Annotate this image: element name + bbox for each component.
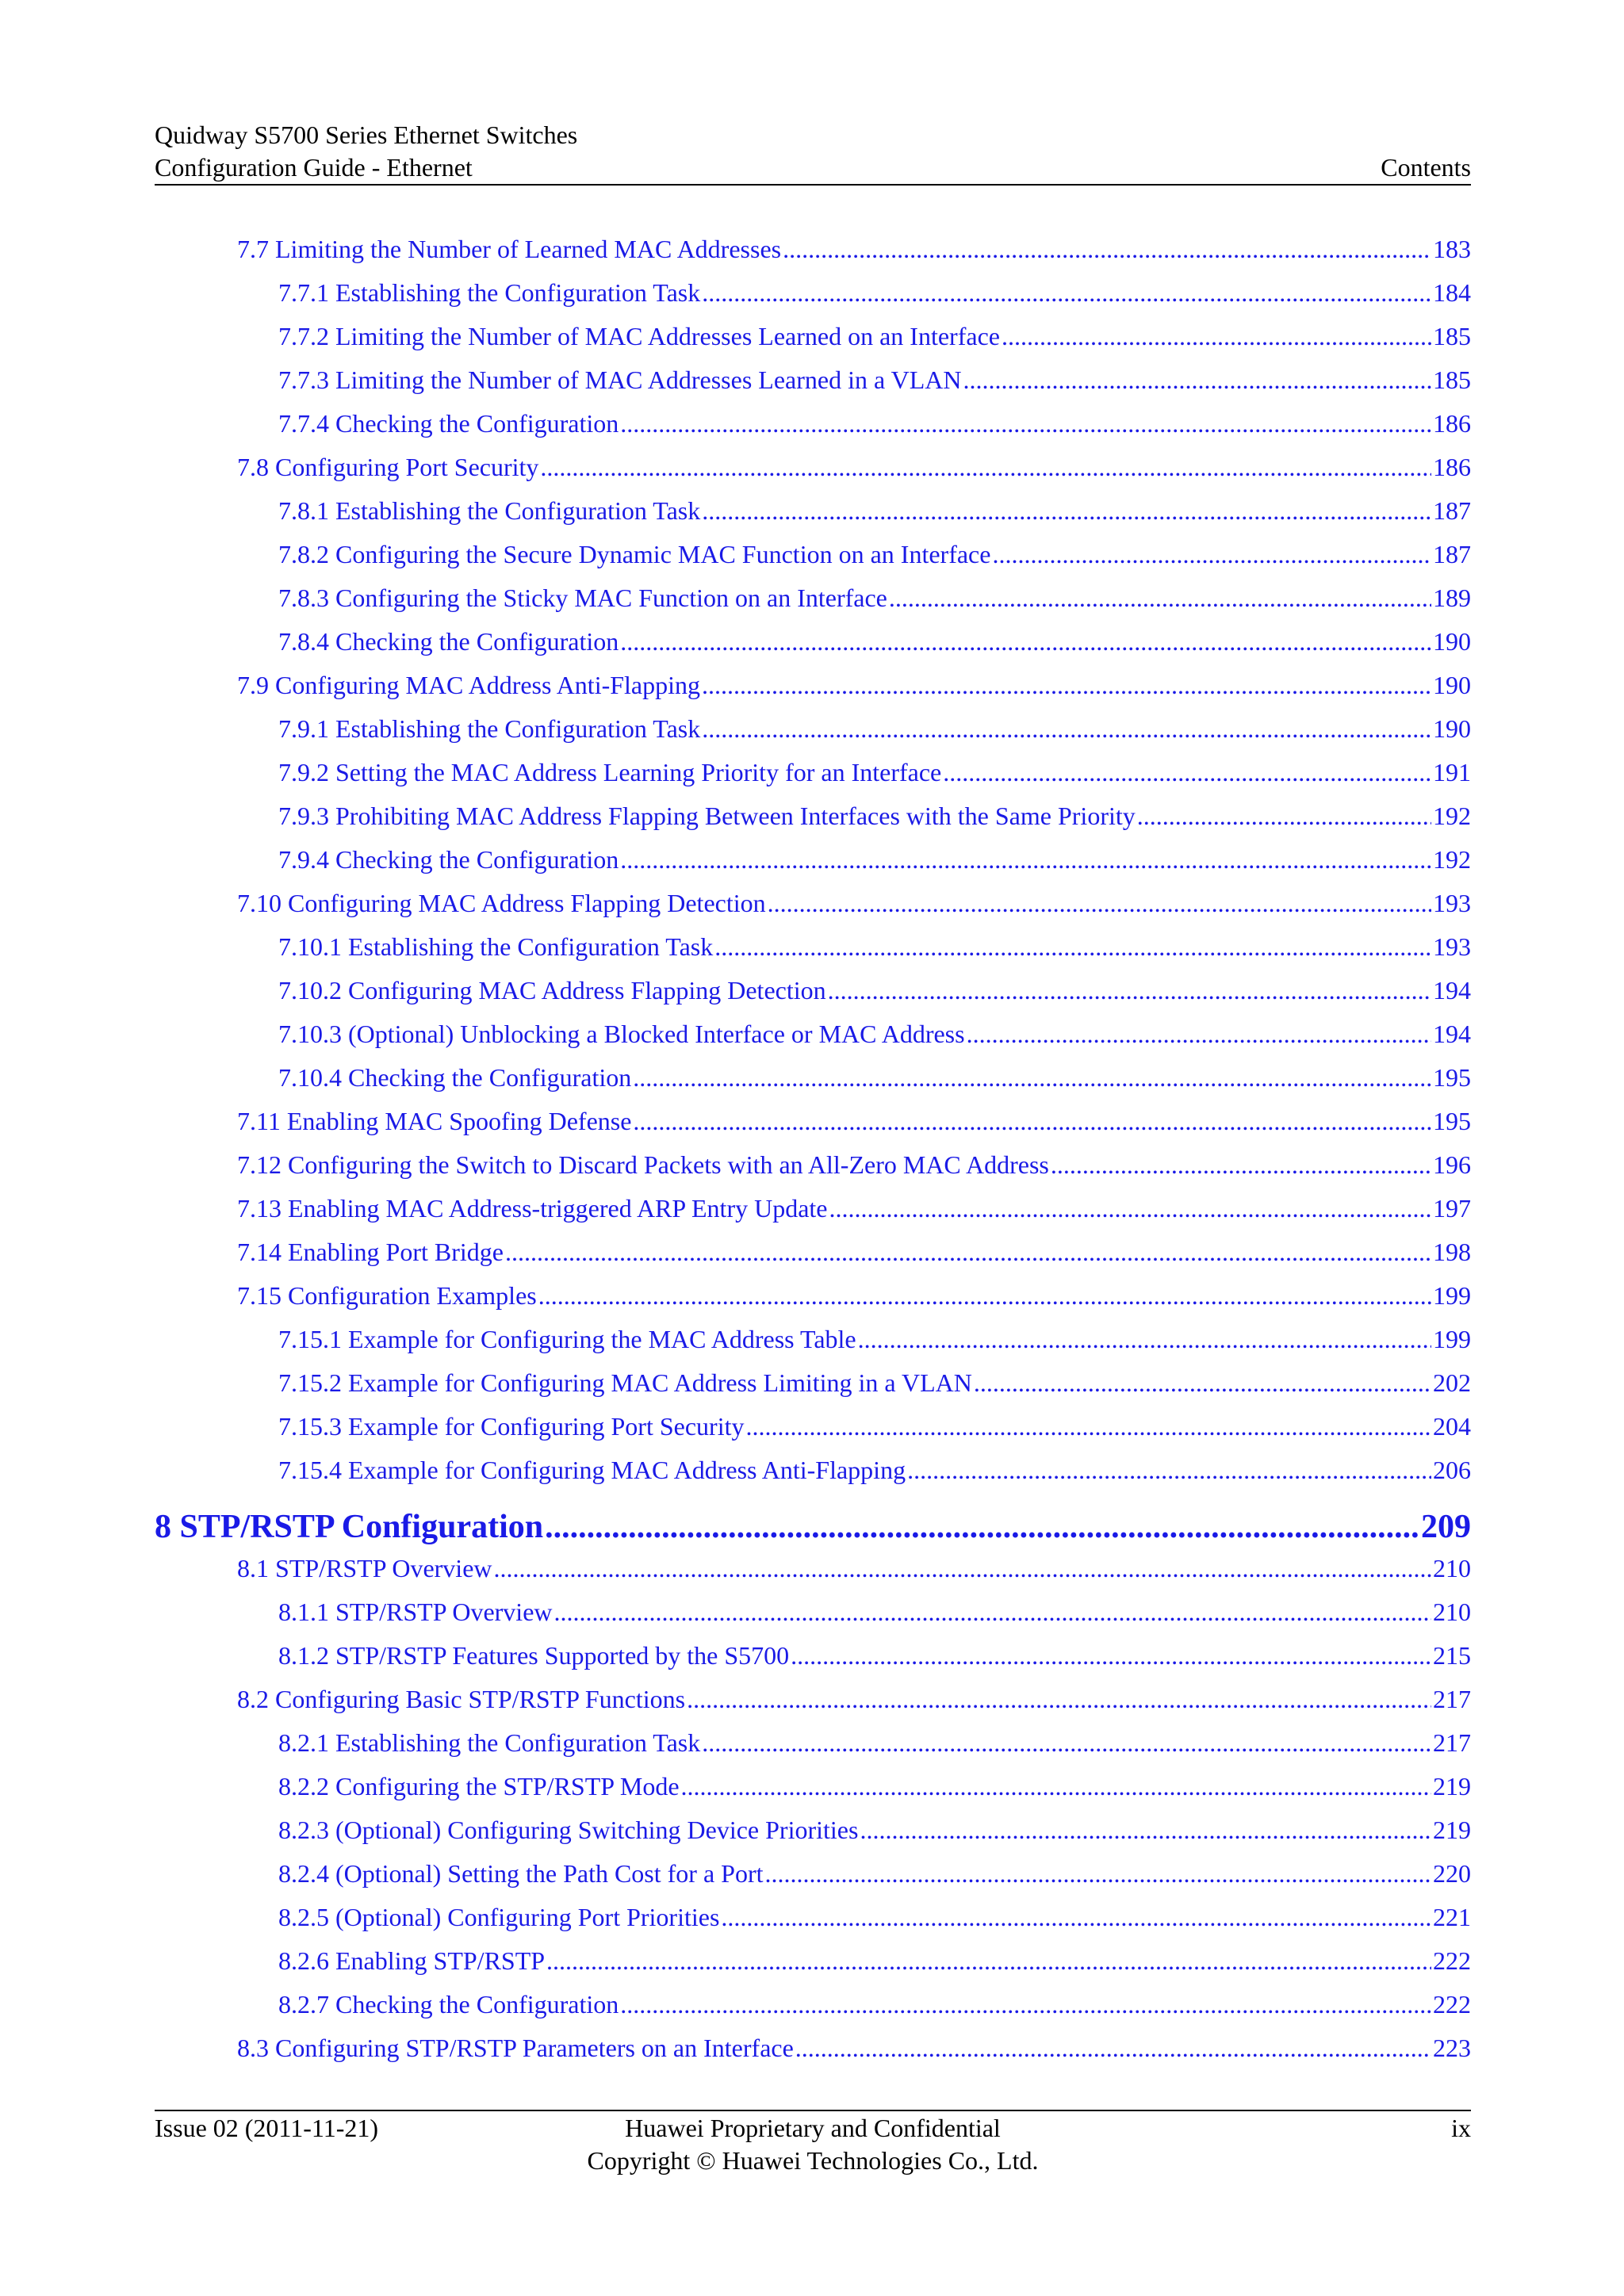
toc-entry-title: 8.3 Configuring STP/RSTP Parameters on an Interface [237,2034,794,2062]
toc-entry[interactable] [155,1058,1471,1102]
toc-dot-leader [620,622,1431,660]
toc-entry-page: 184 [1433,278,1471,307]
toc-entry[interactable] [155,2029,1471,2072]
toc-dot-leader [494,1549,1432,1587]
toc-entry-title: 8.2.4 (Optional) Setting the Path Cost for a Port [278,1859,764,1888]
footer-page-number: ix [1451,2114,1471,2142]
toc-entry[interactable] [155,1102,1471,1146]
toc-entry-page: 206 [1433,1456,1471,1484]
toc-entry-page: 199 [1433,1281,1471,1310]
toc-entry[interactable] [155,840,1471,884]
toc-entry-page: 220 [1433,1859,1471,1888]
toc-entry-title: 7.10 Configuring MAC Address Flapping Detection [237,889,766,917]
toc-dot-leader [620,404,1431,442]
toc-entry-title: 7.11 Enabling MAC Spoofing Defense [237,1107,632,1135]
toc-entry-page: 210 [1433,1554,1471,1582]
toc-entry[interactable] [155,1942,1471,1985]
toc-dot-leader [687,1680,1431,1718]
toc-entry-title: 7.8.4 Checking the Configuration [278,627,619,656]
toc-entry-title: 7.10.4 Checking the Configuration [278,1063,632,1092]
toc-dot-leader [783,230,1431,268]
toc-entry[interactable] [155,622,1471,666]
toc-entry[interactable] [155,666,1471,710]
toc-dot-leader [633,1102,1431,1140]
toc-entry-page: 186 [1433,453,1471,481]
toc-entry-page: 197 [1433,1194,1471,1223]
toc-entry-page: 195 [1433,1063,1471,1092]
toc-dot-leader [765,1854,1432,1892]
toc-entry-page: 198 [1433,1238,1471,1266]
toc-entry-page: 190 [1433,627,1471,656]
toc-dot-leader [860,1811,1431,1849]
toc-entry-page: 196 [1433,1150,1471,1179]
page-footer [155,2112,1471,2175]
toc-entry-page: 186 [1433,409,1471,438]
toc-dot-leader [889,579,1431,617]
toc-dot-leader [1137,797,1431,835]
header-doc-title: Quidway S5700 Series Ethernet Switches [155,121,578,149]
header-section-name: Contents [1381,153,1471,182]
toc-entry[interactable] [155,753,1471,797]
toc-entry-title: 7.9.1 Establishing the Configuration Task [278,714,701,743]
toc-dot-leader [538,1276,1431,1314]
toc-entry-title: 7.9.4 Checking the Configuration [278,845,619,874]
toc-entry[interactable] [155,1811,1471,1854]
toc-entry-page: 222 [1433,1990,1471,2019]
toc-dot-leader [721,1898,1431,1936]
toc-entry[interactable] [155,1276,1471,1320]
toc-entry[interactable] [155,1189,1471,1233]
toc-entry-page: 222 [1433,1946,1471,1975]
toc-entry-page: 204 [1433,1412,1471,1441]
toc-entry-page: 221 [1433,1903,1471,1931]
toc-entry-page: 189 [1433,584,1471,612]
footer-divider [155,2110,1471,2111]
toc-entry[interactable] [155,710,1471,753]
toc-entry-title: 7.7.2 Limiting the Number of MAC Addresses Learned on an Interface [278,322,1000,350]
header-row [155,151,1471,184]
toc-entry-page: 217 [1433,1685,1471,1713]
toc-entry[interactable] [155,797,1471,840]
toc-entry[interactable] [155,1502,1471,1548]
toc-entry-title: 8.2.1 Establishing the Configuration Task [278,1728,701,1757]
toc-dot-leader [768,884,1431,922]
toc-dot-leader [702,710,1431,748]
toc-entry-title: 7.8.3 Configuring the Sticky MAC Function on an Interface [278,584,887,612]
table-of-contents [155,230,1471,2072]
toc-entry-title: 7.7.1 Establishing the Configuration Task [278,278,701,307]
toc-dot-leader [702,492,1431,530]
toc-entry-page: 183 [1433,235,1471,263]
toc-entry[interactable] [155,1407,1471,1451]
toc-entry-page: 190 [1433,671,1471,699]
toc-entry-title: 7.15.1 Example for Configuring the MAC Address Table [278,1325,856,1353]
toc-entry-page: 192 [1433,802,1471,830]
toc-entry-title: 8.1.2 STP/RSTP Features Supported by the S5700 [278,1641,790,1670]
toc-entry-title: 7.15 Configuration Examples [237,1281,537,1310]
toc-entry[interactable] [155,1320,1471,1364]
toc-entry[interactable] [155,1985,1471,2029]
footer-issue: Issue 02 (2011-11-21) [155,2114,379,2142]
toc-dot-leader [967,1015,1431,1053]
toc-dot-leader [633,1058,1431,1096]
toc-entry[interactable] [155,1854,1471,1898]
toc-entry[interactable] [155,884,1471,928]
toc-dot-leader [745,1407,1431,1445]
toc-entry[interactable] [155,1680,1471,1724]
toc-entry[interactable] [155,928,1471,971]
toc-entry-page: 223 [1433,2034,1471,2062]
toc-dot-leader [554,1593,1432,1631]
toc-entry[interactable] [155,535,1471,579]
toc-dot-leader [702,274,1431,312]
toc-entry[interactable] [155,1364,1471,1407]
toc-entry[interactable] [155,1724,1471,1767]
toc-entry-title: 8.2.5 (Optional) Configuring Port Priorities [278,1903,720,1931]
toc-entry-title: 7.15.4 Example for Configuring MAC Address Anti-Flapping [278,1456,906,1484]
toc-entry-title: 7.9 Configuring MAC Address Anti-Flapping [237,671,701,699]
toc-entry-title: 7.8 Configuring Port Security [237,453,539,481]
toc-entry-title: 7.13 Enabling MAC Address-triggered ARP Entry Update [237,1194,828,1223]
toc-entry[interactable] [155,1451,1471,1494]
toc-entry-page: 219 [1433,1772,1471,1800]
toc-entry-title: 7.9.2 Setting the MAC Address Learning Priority for an Interface [278,758,942,786]
toc-entry-page: 210 [1433,1598,1471,1626]
toc-entry[interactable] [155,361,1471,404]
toc-dot-leader [620,840,1431,878]
toc-entry-page: 199 [1433,1325,1471,1353]
toc-entry-page: 193 [1433,889,1471,917]
toc-entry-title: 7.7.4 Checking the Configuration [278,409,619,438]
toc-entry[interactable] [155,1593,1471,1636]
toc-entry-title: 7.10.2 Configuring MAC Address Flapping Detection [278,976,826,1004]
toc-entry[interactable] [155,1233,1471,1276]
toc-entry-title: 7.7.3 Limiting the Number of MAC Addresses Learned in a VLAN [278,365,962,394]
toc-entry-title: 8 STP/RSTP Configuration [155,1509,544,1545]
toc-entry-title: 7.8.2 Configuring the Secure Dynamic MAC Function on an Interface [278,540,991,568]
toc-entry-page: 191 [1433,758,1471,786]
toc-entry-page: 187 [1433,496,1471,525]
toc-entry-title: 8.1.1 STP/RSTP Overview [278,1598,553,1626]
toc-entry[interactable] [155,971,1471,1015]
toc-entry-page: 185 [1433,365,1471,394]
header-doc-subtitle: Configuration Guide - Ethernet [155,153,473,182]
toc-entry-title: 8.2.7 Checking the Configuration [278,1990,619,2019]
toc-entry[interactable] [155,1636,1471,1680]
toc-dot-leader [943,753,1431,791]
toc-entry-title: 7.10.3 (Optional) Unblocking a Blocked Interface or MAC Address [278,1020,965,1048]
toc-entry-page: 187 [1433,540,1471,568]
toc-entry-title: 7.14 Enabling Port Bridge [237,1238,504,1266]
toc-dot-leader [546,1942,1431,1980]
toc-entry-title: 7.12 Configuring the Switch to Discard Packets with an All-Zero MAC Address [237,1150,1049,1179]
toc-dot-leader [702,1724,1431,1762]
toc-dot-leader [505,1233,1431,1271]
toc-dot-leader [681,1767,1431,1805]
toc-entry[interactable] [155,1146,1471,1189]
toc-entry-page: 190 [1433,714,1471,743]
toc-entry[interactable] [155,1015,1471,1058]
toc-entry-title: 7.9.3 Prohibiting MAC Address Flapping Between Interfaces with the Same Priority [278,802,1136,830]
toc-entry-page: 193 [1433,932,1471,961]
toc-entry-page: 195 [1433,1107,1471,1135]
toc-entry-title: 8.2.6 Enabling STP/RSTP [278,1946,546,1975]
toc-dot-leader [1002,317,1431,355]
toc-entry-title: 8.2 Configuring Basic STP/RSTP Functions [237,1685,686,1713]
toc-dot-leader [540,448,1431,486]
toc-dot-leader [858,1320,1431,1358]
toc-dot-leader [1051,1146,1431,1184]
toc-entry[interactable] [155,1549,1471,1593]
toc-entry-page: 192 [1433,845,1471,874]
header-divider [155,184,1471,186]
footer-copyright: Copyright © Huawei Technologies Co., Ltd. [587,2146,1039,2175]
toc-entry-title: 7.15.3 Example for Configuring Port Security [278,1412,745,1441]
toc-entry-title: 8.2.2 Configuring the STP/RSTP Mode [278,1772,680,1800]
toc-entry-page: 194 [1433,1020,1471,1048]
toc-entry-title: 8.2.3 (Optional) Configuring Switching Device Priorities [278,1816,859,1844]
toc-entry-page: 209 [1421,1509,1471,1545]
footer-center [155,2112,1471,2177]
toc-entry-title: 8.1 STP/RSTP Overview [237,1554,492,1582]
toc-dot-leader [828,971,1431,1009]
toc-entry[interactable] [155,317,1471,361]
toc-entry[interactable] [155,492,1471,535]
page-header [155,119,1471,184]
toc-entry-title: 7.10.1 Establishing the Configuration Task [278,932,714,961]
toc-entry-page: 219 [1433,1816,1471,1844]
toc-entry[interactable] [155,404,1471,448]
toc-entry-page: 194 [1433,976,1471,1004]
toc-entry-title: 7.15.2 Example for Configuring MAC Address Limiting in a VLAN [278,1368,972,1397]
toc-dot-leader [907,1451,1431,1489]
footer-confidential: Huawei Proprietary and Confidential [625,2114,1001,2142]
toc-dot-leader [992,535,1431,573]
toc-dot-leader [545,1502,1419,1552]
toc-dot-leader [620,1985,1431,2023]
toc-entry[interactable] [155,274,1471,317]
toc-entry-page: 217 [1433,1728,1471,1757]
toc-entry-title: 7.8.1 Establishing the Configuration Task [278,496,701,525]
toc-dot-leader [829,1189,1432,1227]
toc-entry[interactable] [155,1898,1471,1942]
toc-entry[interactable] [155,448,1471,492]
toc-dot-leader [795,2029,1431,2067]
toc-dot-leader [702,666,1431,704]
toc-entry-page: 215 [1433,1641,1471,1670]
toc-dot-leader [963,361,1431,399]
toc-dot-leader [974,1364,1431,1402]
toc-entry[interactable] [155,230,1471,274]
toc-entry-title: 7.7 Limiting the Number of Learned MAC Addresses [237,235,782,263]
toc-entry-page: 185 [1433,322,1471,350]
toc-dot-leader [714,928,1431,966]
toc-entry-page: 202 [1433,1368,1471,1397]
toc-entry[interactable] [155,1767,1471,1811]
toc-entry[interactable] [155,579,1471,622]
toc-dot-leader [791,1636,1431,1674]
